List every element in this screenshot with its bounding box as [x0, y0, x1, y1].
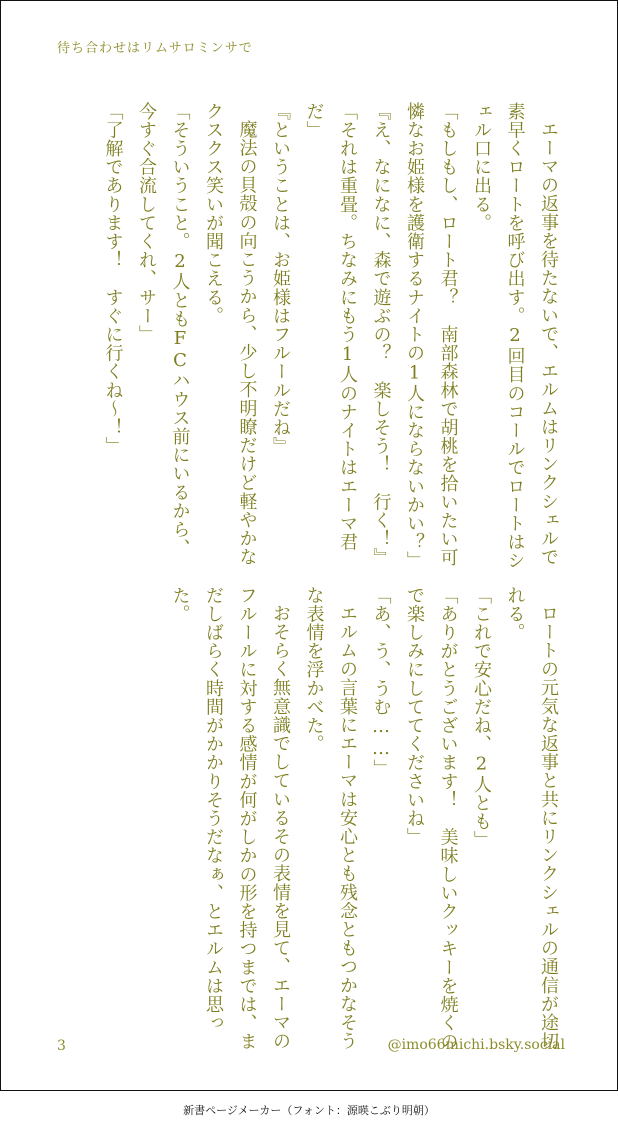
body-text-bottom [60, 586, 565, 1056]
paragraph: 「それは重畳。ちなみにもう1人のナイトはエーマ君だ」 [303, 102, 358, 552]
paragraph: 魔法の貝殻の向こうから、少し不明瞭だけど軽やかなクスクス笑いが聞こえる。 [203, 102, 258, 567]
paragraph: ロートの元気な返事と共にリンクシェルの通信が途切れる。 [504, 586, 559, 1051]
paragraph: エーマの返事を待たないで、エルムはリンクシェルで素早くロートを呼び出す。2回目のコールでロートはシェル口に出る。 [471, 102, 559, 570]
paragraph: 「もしもし、ロート君？ 南部森林で胡桃を拾いたい可憐なお姫様を護衛するナイトの1人にならないかい？」 [404, 102, 459, 570]
paragraph: エルムの言葉にエーマは安心とも残念ともつかなそうな表情を浮かべた。 [303, 586, 358, 1051]
generator-caption: 新書ページメーカー（フォント：源暎こぶり明朝） [183, 1104, 435, 1117]
paragraph: 「これで安心だね、2人とも」 [471, 586, 492, 850]
running-title: 待ち合わせはリムサロミンサで [57, 41, 253, 56]
paragraph: 「あ、う、うむ……」 [370, 586, 392, 778]
body-text-top [60, 102, 565, 572]
paragraph: 『ということは、お姫様はフルールだね』 [270, 102, 291, 456]
paragraph: 『え、なになに、森で遊ぶの？ 楽しそう！ 行く！』 [370, 102, 392, 567]
author-handle: @imo66michi.bsky.social [387, 1037, 565, 1053]
page-number: 3 [57, 1038, 66, 1054]
paragraph: 「ありがとうございます！ 美味しいクッキーを焼くので楽しみにしててくださいね」 [404, 586, 459, 1051]
paragraph: 「了解であります！ すぐに行くね〜！」 [102, 102, 124, 456]
paragraph: 「そういうこと。2人ともFCハウス前にいるから、今すぐ合流してくれ、サー」 [136, 102, 191, 558]
paragraph: おそらく無意識でしているその表情を見て、エーマのフルールに対する感情が何がしかの形を持つまでは、まだしばらく時間がかかりそうだなぁ、とエルムは思った。 [169, 586, 291, 1051]
